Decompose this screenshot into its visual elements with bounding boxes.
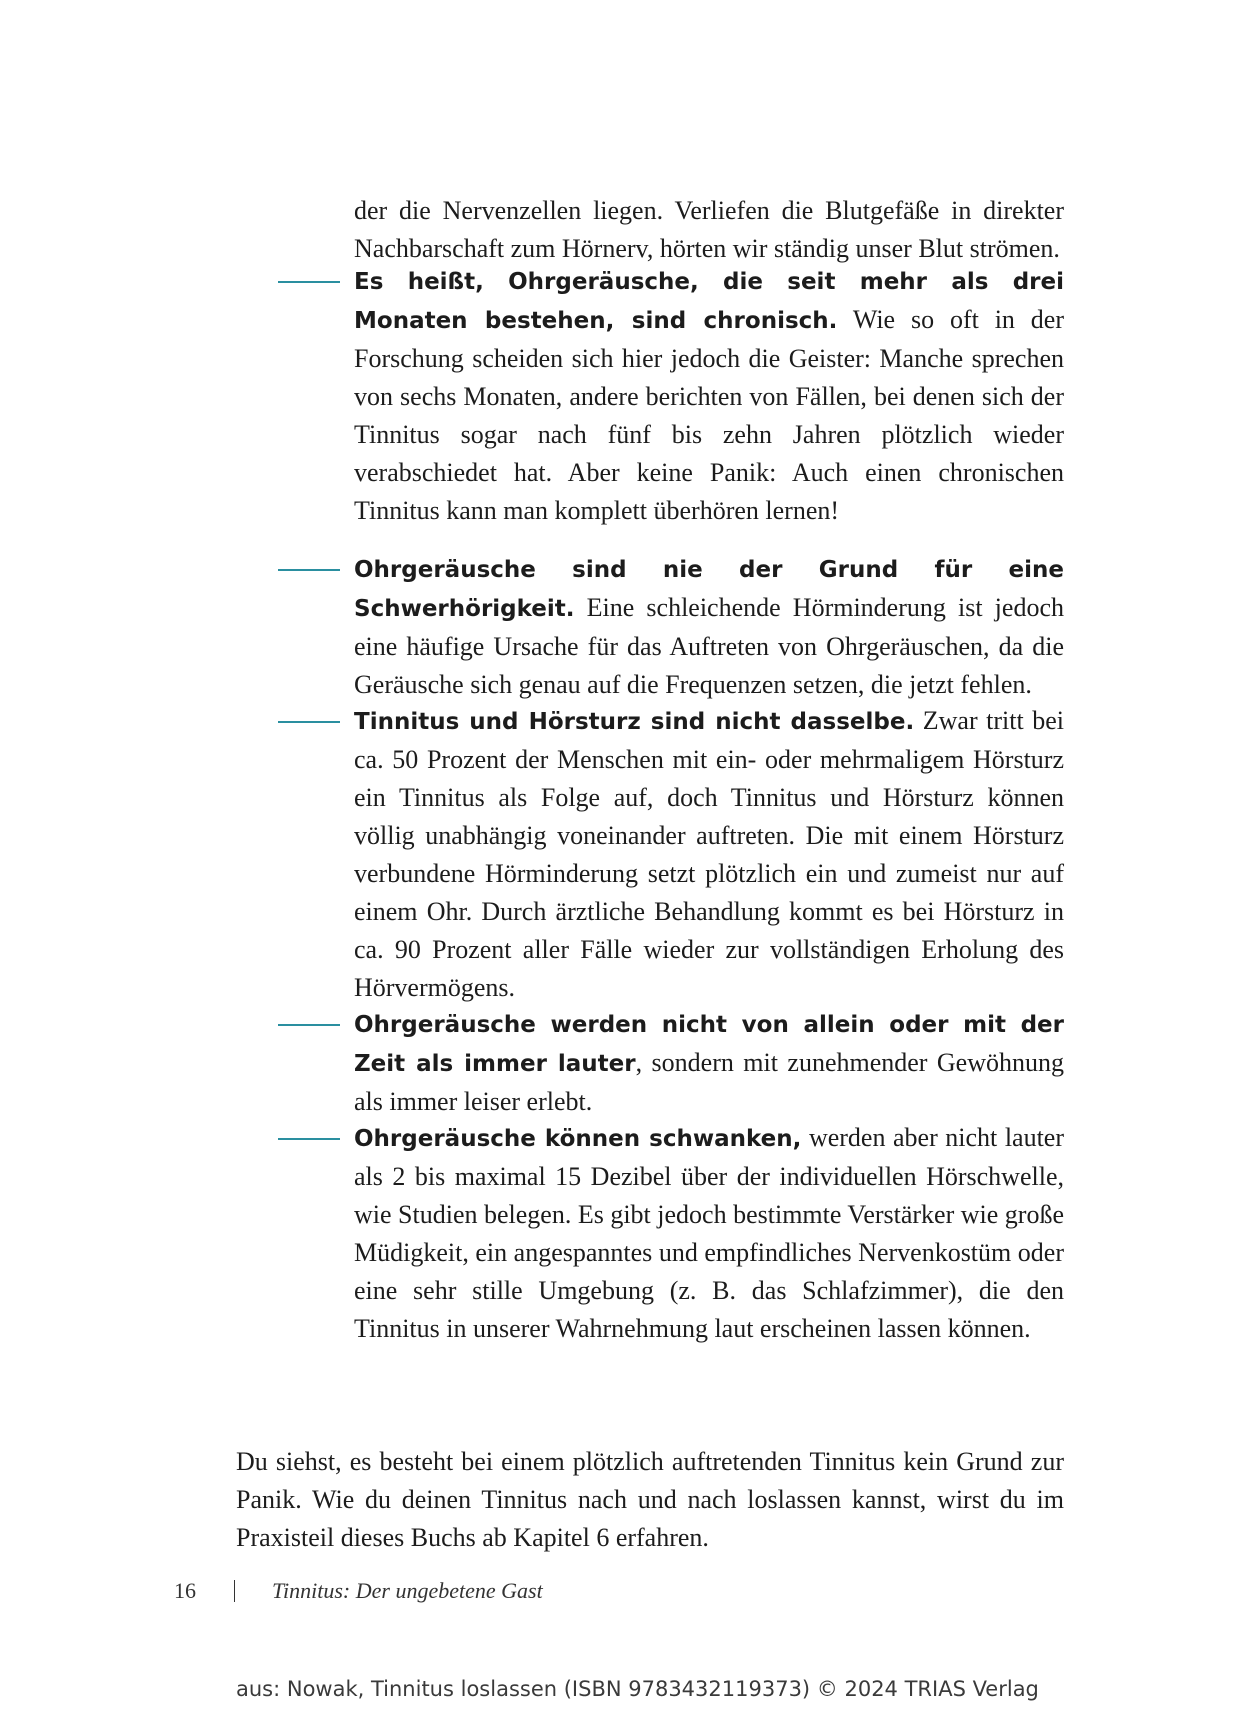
bullet-dash bbox=[278, 1138, 340, 1140]
continued-paragraph: der die Nervenzellen liegen. Verliefen die Blutgefäße in direkter Nachbarschaft zum Hörnerv, hörten wir ständig unser Blut strömen. bbox=[354, 196, 1064, 263]
page-number: 16 bbox=[174, 1578, 196, 1603]
bullet-text: , sondern mit zunehmender Gewöhnung als immer leiser erlebt. bbox=[354, 1048, 1065, 1116]
bullet-dash bbox=[278, 281, 340, 283]
page-footer bbox=[0, 1578, 1260, 1608]
bullet-item-getting-louder bbox=[354, 1005, 1064, 1121]
running-title: Tinnitus: Der ungebetene Gast bbox=[272, 1578, 543, 1603]
source-attribution: aus: Nowak, Tinnitus loslassen (ISBN 9783432119373) © 2024 TRIAS Verlag bbox=[236, 1677, 1039, 1701]
bullet-text: Eine schleichende Hörminderung ist jedoch eine häufige Ursache für das Auftreten von Ohrgeräuschen, da die Geräusche sich genau auf die Frequenzen setzen, die jetzt fehlen. bbox=[354, 593, 1064, 699]
bullet-item-chronic bbox=[354, 262, 1064, 530]
bullet-dash bbox=[278, 1024, 340, 1026]
bullet-dash bbox=[278, 721, 340, 723]
footer-separator bbox=[234, 1580, 235, 1602]
bullet-bold-lead: Tinnitus und Hörsturz sind nicht dasselbe. bbox=[354, 709, 915, 735]
bullet-bold-lead: Ohrgeräusche sind nie der Grund für eine Schwerhörigkeit. bbox=[354, 557, 1064, 622]
bullet-bold-lead: Es heißt, Ohrgeräusche, die seit mehr als drei Monaten bestehen, sind chronisch. bbox=[354, 269, 1064, 334]
bullet-dash bbox=[278, 569, 340, 571]
bullet-item-sudden-deafness bbox=[354, 702, 1064, 1007]
bullet-bold-lead: Ohrgeräusche können schwanken, bbox=[354, 1126, 802, 1152]
conclusion-paragraph: Du siehst, es besteht bei einem plötzlich auftretenden Tinnitus kein Grund zur Panik. Wie du deinen Tinnitus nach und nach loslassen kannst, wirst du im Praxisteil dieses Buchs ab Kapitel 6 erfahren. bbox=[236, 1447, 1064, 1552]
bullet-text: Wie so oft in der Forschung scheiden sich hier jedoch die Geister: Manche sprechen von sechs Monaten, andere berichten von Fällen, bei denen sich der Tinnitus sogar nach fünf bis zehn Jahren plötzlich wieder verabschiedet hat. Aber keine Panik: Auch einen chronischen Tinnitus kann man komplett überhören lernen! bbox=[354, 305, 1065, 525]
bullet-item-fluctuation bbox=[354, 1119, 1064, 1348]
bullet-bold-lead: Ohrgeräusche werden nicht von allein oder mit der Zeit als immer lauter bbox=[354, 1012, 1064, 1077]
bullet-text: Zwar tritt bei ca. 50 Prozent der Menschen mit ein- oder mehrmaligem Hörsturz ein Tinnitus als Folge auf, doch Tinnitus und Hörsturz können völlig unabhängig voneinander auftreten. Die mit einem Hörsturz verbundene Hörminderung setzt plötzlich ein und zumeist nur auf einem Ohr. Durch ärztliche Behandlung kommt es bei Hörsturz in ca. 90 Prozent aller Fälle wieder zur vollständigen Erholung des Hörvermögens. bbox=[354, 706, 1064, 1002]
bullet-item-hearing-loss bbox=[354, 550, 1064, 704]
bullet-text: werden aber nicht lauter als 2 bis maximal 15 Dezibel über der individuellen Hörschwelle, wie Studien belegen. Es gibt jedoch bestimmte Verstärker wie große Müdigkeit, ein angespanntes und empfindliches Nervenkostüm oder eine sehr stille Umgebung (z. B. das Schlafzimmer), die den Tinnitus in unserer Wahrnehmung laut erscheinen lassen können. bbox=[354, 1123, 1064, 1343]
